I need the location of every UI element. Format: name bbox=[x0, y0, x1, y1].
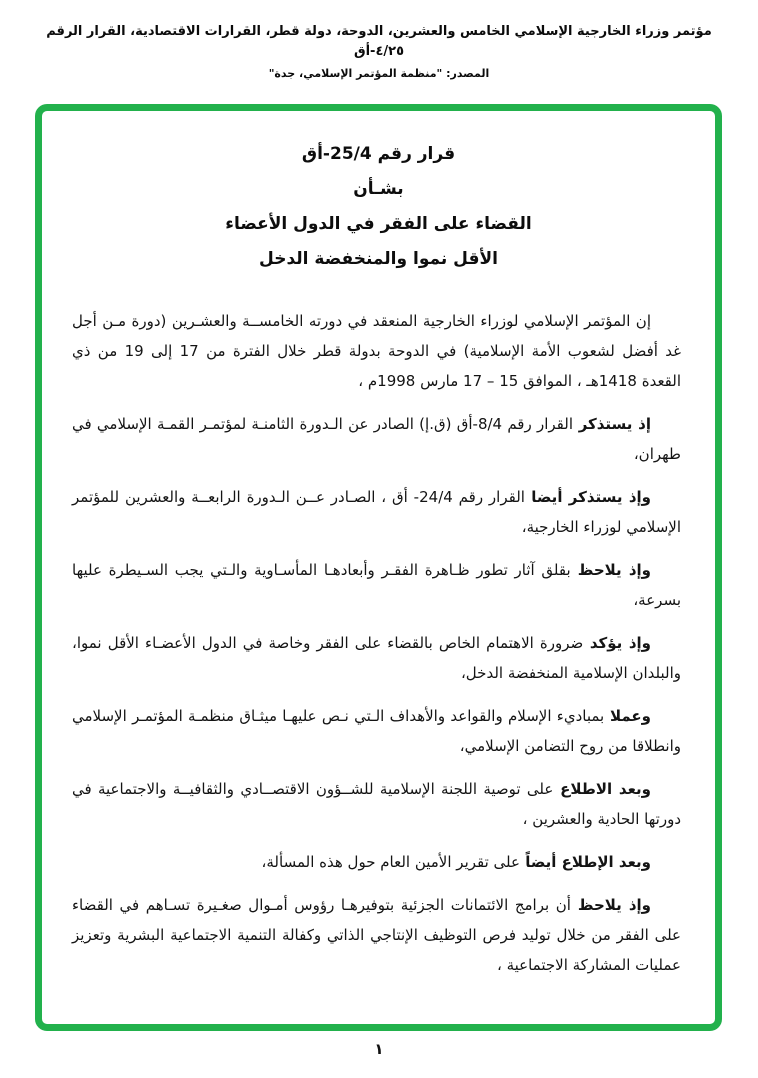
title-regarding: بشـأن bbox=[353, 179, 404, 199]
resolution-body bbox=[42, 277, 715, 980]
paragraph-text: إن المؤتمر الإسلامي لوزراء الخارجية المنعقد في دورته الخامســة والعشـرين (دورة مـن أجل غد أفضل لشعوب الأمة الإسلامية) في الدوحة بدولة قطر خلال الفترة من 17 إلى 19 من ذي القعدة 1418هـ ، الموافق 15 – 17 مارس 1998م ، bbox=[72, 312, 681, 390]
body-paragraph bbox=[72, 482, 681, 542]
paragraph-lead: وعملا bbox=[604, 707, 651, 725]
body-paragraph bbox=[72, 847, 681, 877]
paragraph-lead: وإذ يستذكر أيضا bbox=[524, 488, 651, 506]
document-header bbox=[0, 0, 758, 83]
page-number: ١ bbox=[374, 1040, 384, 1058]
paragraph-lead: إذ يستذكر bbox=[573, 415, 651, 433]
header-source-line: مؤتمر وزراء الخارجية الإسلامي الخامس والعشرين، الدوحة، دولة قطر، القرارات الاقتصادية، القرار الرقم ٤/٢٥-أق bbox=[46, 24, 712, 59]
paragraph-text: القرار رقم 24/4- أق ، الصـادر عــن الـدورة الرابعــة والعشرين للمؤتمر الإسلامي لوزراء الخارجية، bbox=[72, 488, 681, 536]
title-resolution-number: قرار رقم 25/4-أق bbox=[301, 144, 456, 164]
title-subject-line-1: القضاء على الفقر في الدول الأعضاء bbox=[225, 214, 532, 234]
paragraph-lead: وبعد الاطلاع bbox=[553, 780, 652, 798]
paragraph-text: ضرورة الاهتمام الخاص بالقضاء على الفقر وخاصة في الدول الأعضـاء الأقل نموا، والبلدان الإسلامية المنخفضة الدخل، bbox=[72, 634, 681, 682]
green-border-frame bbox=[35, 104, 722, 1031]
paragraph-text: القرار رقم 8/4-أق (ق.إ) الصادر عن الـدورة الثامنـة لمؤتمـر القمـة الإسلامي في طهران، bbox=[72, 415, 681, 463]
title-subject-line-2: الأقل نموا والمنخفضة الدخل bbox=[259, 249, 498, 269]
header-publisher-line: المصدر: "منظمة المؤتمر الإسلامي، جدة" bbox=[268, 67, 490, 80]
paragraph-text: بقلق آثار تطور ظـاهرة الفقـر وأبعادهـا المأسـاوية والـتي يجب السـيطرة عليها بسرعة، bbox=[72, 561, 681, 609]
paragraph-text: أن برامج الائتمانات الجزئية بتوفيرهـا رؤوس أمـوال صغـيرة تسـاهم في القضاء على الفقر من خلال توليد فرص التوظيف الإنتاجي الذاتي وكفالة التنمية الاجتماعية البشرية وتعزيز عمليات المشاركة الاجتماعية ، bbox=[72, 896, 681, 974]
paragraph-lead: وبعد الإطلاع أيضاً bbox=[519, 853, 651, 871]
paragraph-text: بمباديء الإسلام والقواعد والأهداف الـتي نـص عليهـا ميثـاق منظمـة المؤتمـر الإسلامي وانطلاقا من روح التضامن الإسلامي، bbox=[72, 707, 681, 755]
paragraph-text: على توصية اللجنة الإسلامية للشــؤون الاقتصــادي والثقافيــة والاجتماعية في دورتها الحادية والعشرين ، bbox=[72, 780, 681, 828]
paragraph-lead: وإذ يلاحظ bbox=[570, 896, 651, 914]
paragraph-text: على تقرير الأمين العام حول هذه المسألة، bbox=[261, 853, 520, 871]
resolution-title-block bbox=[42, 137, 715, 277]
body-paragraph bbox=[72, 890, 681, 980]
body-paragraph bbox=[72, 774, 681, 834]
body-paragraph bbox=[72, 555, 681, 615]
paragraph-lead: وإذ يلاحظ bbox=[570, 561, 651, 579]
body-paragraph bbox=[72, 701, 681, 761]
body-paragraph bbox=[72, 409, 681, 469]
body-paragraph bbox=[72, 306, 681, 396]
body-paragraph bbox=[72, 628, 681, 688]
paragraph-lead: وإذ يؤكد bbox=[583, 634, 651, 652]
